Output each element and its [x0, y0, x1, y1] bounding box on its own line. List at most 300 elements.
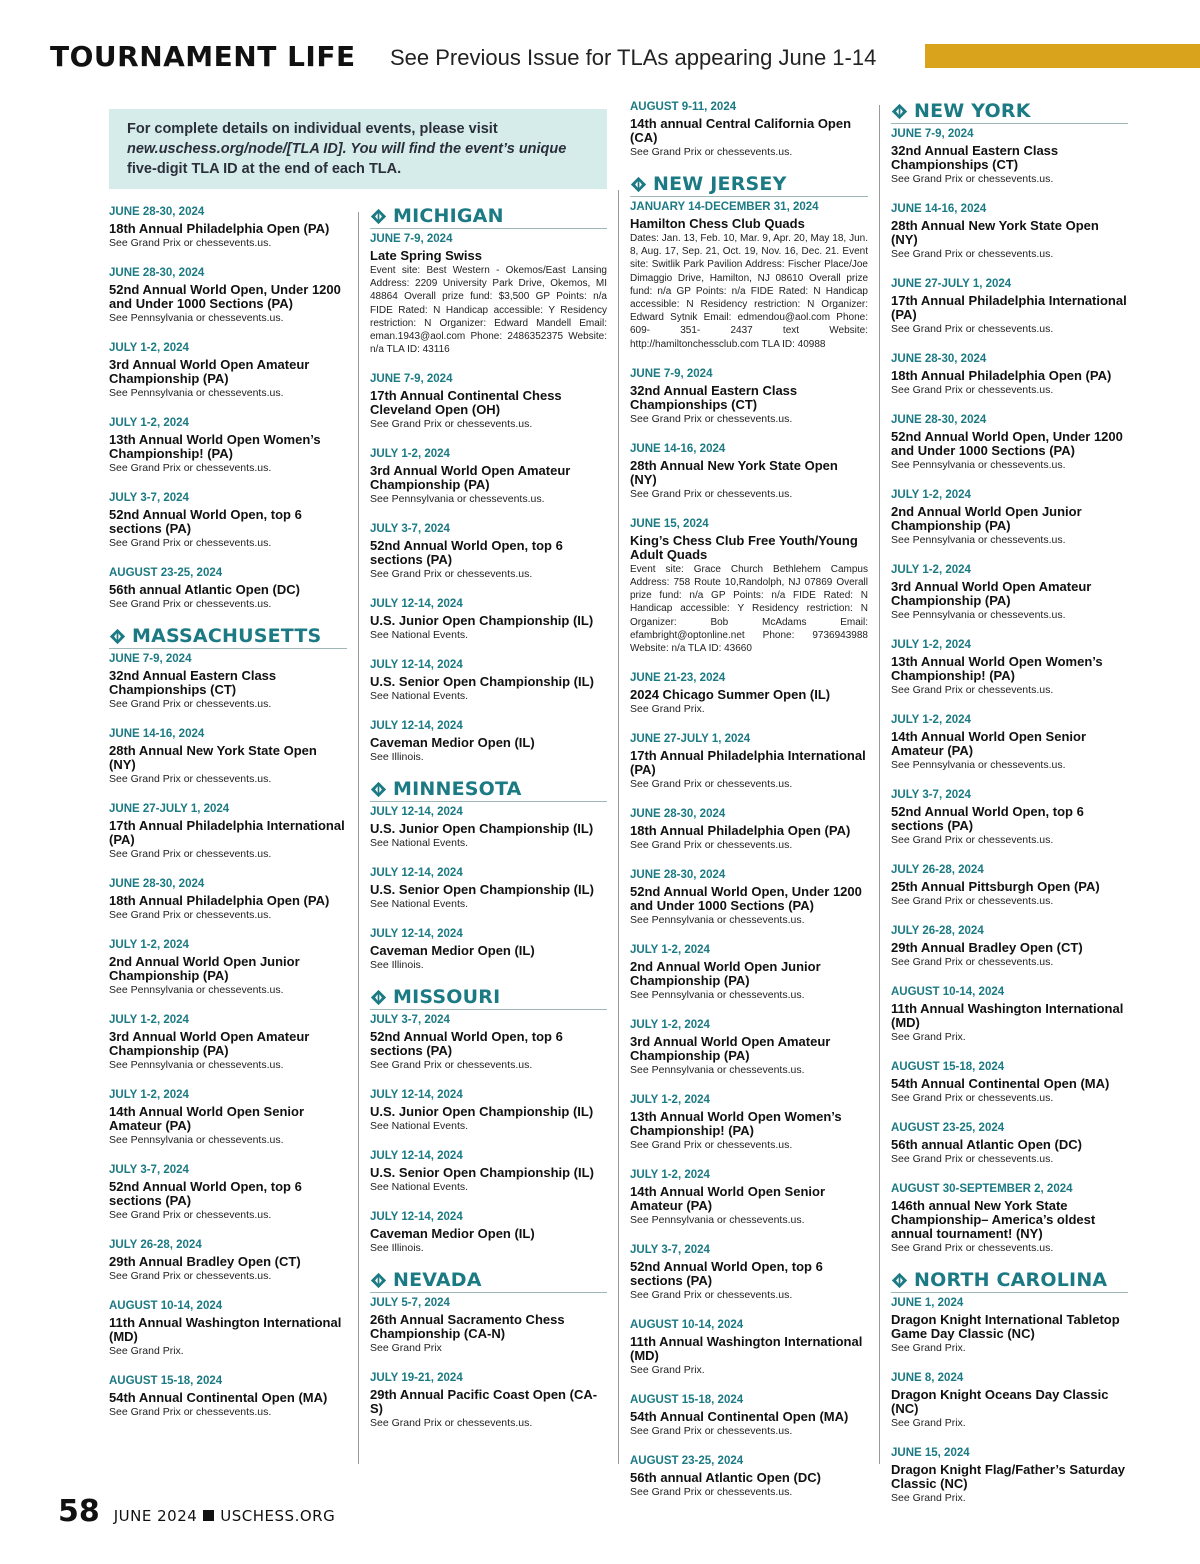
event-reference: See Grand Prix.	[630, 703, 705, 716]
event-date: JULY 1-2, 2024	[109, 939, 189, 951]
event-listing	[370, 805, 607, 850]
event-listing	[370, 927, 607, 972]
event-reference: See Grand Prix or chessevents.us.	[891, 1153, 1054, 1165]
header-accent-bar	[925, 44, 1200, 68]
event-title: 18th Annual Philadelphia Open (PA)	[630, 823, 851, 839]
event-title: U.S. Senior Open Championship (IL)	[370, 1165, 594, 1181]
event-reference: See Pennsylvania or chessevents.us.	[630, 1214, 805, 1227]
event-title: U.S. Senior Open Championship (IL)	[370, 674, 594, 690]
event-date: JULY 1-2, 2024	[630, 1094, 710, 1107]
event-title: 11th Annual Washington International (MD)	[109, 1315, 342, 1344]
event-date: AUGUST 10-14, 2024	[891, 986, 1005, 998]
event-listing	[370, 372, 607, 431]
event-listing	[109, 1013, 347, 1072]
event-date: JUNE 7-9, 2024	[109, 653, 192, 665]
event-listing	[630, 1018, 868, 1077]
event-reference: See Grand Prix or chessevents.us.	[891, 384, 1054, 396]
event-title: 32nd Annual Eastern Class Championships (CT)	[109, 668, 277, 697]
event-date: JUNE 28-30, 2024	[891, 353, 987, 365]
event-date: AUGUST 30-SEPTEMBER 2, 2024	[891, 1183, 1073, 1195]
event-reference: See Grand Prix or chessevents.us.	[891, 895, 1054, 907]
event-title: 29th Annual Bradley Open (CT)	[109, 1254, 301, 1269]
event-date: JUNE 28-30, 2024	[109, 267, 205, 279]
event-reference: See Grand Prix or chessevents.us.	[109, 237, 272, 249]
event-listing	[630, 1243, 868, 1302]
event-reference: See Grand Prix.	[891, 1031, 966, 1043]
event-date: JULY 3-7, 2024	[630, 1244, 710, 1257]
state-name: MISSOURI	[393, 986, 501, 1009]
event-reference: See Grand Prix or chessevents.us.	[370, 1417, 533, 1430]
event-listing	[630, 367, 868, 426]
event-reference: See Grand Prix or chessevents.us.	[109, 1406, 272, 1418]
event-listing	[370, 1210, 607, 1255]
event-title: 2nd Annual World Open Junior Championship (PA)	[891, 504, 1082, 533]
event-reference: See Illinois.	[370, 751, 424, 764]
event-listing	[891, 638, 1128, 697]
event-listing	[891, 488, 1128, 547]
event-date: JULY 1-2, 2024	[109, 1014, 189, 1026]
event-reference: See Pennsylvania or chessevents.us.	[891, 609, 1066, 621]
info-box	[109, 109, 607, 189]
event-title: 52nd Annual World Open, top 6 sections (PA)	[630, 1259, 823, 1289]
event-title: 52nd Annual World Open, Under 1200 and Under 1000 Sections (PA)	[891, 429, 1123, 458]
event-listing	[370, 522, 607, 581]
event-title: 17th Annual Continental Chess Cleveland Open (OH)	[370, 388, 562, 418]
event-listing	[370, 1149, 607, 1194]
event-title: 54th Annual Continental Open (MA)	[630, 1409, 849, 1425]
event-listing	[109, 266, 347, 325]
event-reference: See Illinois.	[370, 1242, 424, 1255]
event-listing	[891, 127, 1128, 186]
event-listing	[891, 413, 1128, 472]
event-title: 18th Annual Philadelphia Open (PA)	[109, 221, 330, 236]
event-listing	[109, 1163, 347, 1222]
event-reference: See Grand Prix or chessevents.us.	[630, 1486, 793, 1499]
event-date: JULY 1-2, 2024	[109, 1089, 189, 1101]
event-details: Event site: Best Western - Okemos/East Lansing Address: 2209 University Park Drive, Okemos, MI 48864 Overall prize fund: $3,500 GP Points: n/a FIDE Rated: N Handicap accessible: Y Residency restriction: N Organizer: Edward Mandell Email: eman.1943@aol.com Phone: 2486352375 Website: n/a TLA ID: 43116	[370, 265, 607, 356]
event-reference: See Illinois.	[370, 959, 424, 972]
event-date: JUNE 7-9, 2024	[630, 367, 713, 380]
event-reference: See Grand Prix or chessevents.us.	[109, 1270, 272, 1282]
event-reference: See Pennsylvania or chessevents.us.	[109, 1059, 284, 1071]
event-title: 17th Annual Philadelphia International (PA)	[109, 818, 345, 847]
column-divider	[358, 212, 359, 1464]
event-date: JUNE 8, 2024	[891, 1372, 964, 1384]
event-date: JUNE 27-JULY 1, 2024	[630, 733, 751, 746]
event-title: Caveman Medior Open (IL)	[370, 1226, 535, 1242]
event-listing	[630, 100, 868, 159]
event-reference: See Pennsylvania or chessevents.us.	[891, 759, 1066, 771]
event-title: 13th Annual World Open Women’s Championship! (PA)	[109, 432, 321, 461]
event-title: 52nd Annual World Open, top 6 sections (PA)	[370, 538, 563, 568]
event-reference: See Grand Prix or chessevents.us.	[370, 418, 533, 431]
event-listing	[370, 866, 607, 911]
event-date: JULY 3-7, 2024	[109, 1164, 189, 1176]
event-date: JUNE 1, 2024	[891, 1297, 964, 1309]
event-title: 3rd Annual World Open Amateur Championship (PA)	[370, 463, 571, 493]
event-listing	[370, 719, 607, 764]
event-title: 14th Annual World Open Senior Amateur (PA)	[109, 1104, 305, 1133]
state-heading	[370, 205, 607, 229]
event-reference: See Pennsylvania or chessevents.us.	[109, 387, 284, 399]
column-3	[630, 100, 868, 1499]
event-reference: See Pennsylvania or chessevents.us.	[109, 984, 284, 996]
chess-piece-icon	[630, 176, 647, 193]
event-reference: See Grand Prix.	[891, 1417, 966, 1429]
info-line-1: For complete details on individual events, please visit	[127, 121, 498, 137]
column-divider	[879, 105, 880, 1464]
event-title: 28th Annual New York State Open (NY)	[891, 218, 1099, 247]
event-listing	[630, 1393, 868, 1438]
event-title: 52nd Annual World Open, top 6 sections (PA)	[370, 1029, 563, 1059]
event-listing	[630, 732, 868, 791]
event-reference: See Grand Prix	[370, 1342, 442, 1355]
event-listing	[891, 202, 1128, 261]
event-listing	[630, 1318, 868, 1377]
state-name: NEW JERSEY	[653, 173, 787, 195]
event-title: 56th annual Atlantic Open (DC)	[891, 1137, 1082, 1152]
event-title: 56th annual Atlantic Open (DC)	[109, 582, 300, 597]
chess-piece-icon	[370, 208, 387, 225]
event-date: JULY 1-2, 2024	[891, 564, 971, 576]
info-line-2: new.uschess.org/node/[TLA ID]. You will find the event’s unique	[127, 141, 567, 157]
event-listing	[109, 877, 347, 922]
event-date: JULY 1-2, 2024	[630, 944, 710, 957]
event-title: 2024 Chicago Summer Open (IL)	[630, 687, 831, 703]
event-reference: See Grand Prix or chessevents.us.	[109, 1209, 272, 1221]
event-title: 11th Annual Washington International (MD)	[630, 1334, 863, 1364]
event-date: AUGUST 23-25, 2024	[891, 1122, 1005, 1134]
event-reference: See Grand Prix or chessevents.us.	[630, 146, 793, 158]
event-reference: See Pennsylvania or chessevents.us.	[630, 1064, 805, 1077]
event-listing	[370, 1013, 607, 1072]
event-reference: See Pennsylvania or chessevents.us.	[370, 493, 545, 506]
event-date: JUNE 27-JULY 1, 2024	[891, 278, 1012, 290]
event-reference: See National Events.	[370, 629, 469, 642]
event-title: 18th Annual Philadelphia Open (PA)	[109, 893, 330, 908]
event-title: Dragon Knight Flag/Father’s Saturday Classic (NC)	[891, 1462, 1126, 1491]
event-reference: See Grand Prix or chessevents.us.	[891, 173, 1054, 185]
event-date: JULY 1-2, 2024	[109, 417, 189, 429]
event-date: JUNE 28-30, 2024	[109, 878, 205, 890]
event-reference: See Grand Prix or chessevents.us.	[630, 1139, 793, 1152]
event-title: 54th Annual Continental Open (MA)	[891, 1076, 1110, 1091]
event-listing	[891, 985, 1128, 1044]
chess-piece-icon	[370, 989, 387, 1006]
event-title: 29th Annual Bradley Open (CT)	[891, 940, 1083, 955]
event-listing	[630, 1454, 868, 1499]
event-listing	[370, 232, 607, 356]
event-date: JULY 1-2, 2024	[630, 1019, 710, 1032]
event-date: JULY 12-14, 2024	[370, 598, 463, 611]
event-title: 3rd Annual World Open Amateur Championship (PA)	[109, 357, 310, 386]
state-name: MINNESOTA	[393, 778, 522, 801]
event-date: AUGUST 23-25, 2024	[630, 1455, 744, 1468]
event-title: 13th Annual World Open Women’s Championship! (PA)	[630, 1109, 842, 1139]
chess-piece-icon	[370, 781, 387, 798]
event-listing	[891, 1296, 1128, 1355]
event-listing	[891, 713, 1128, 772]
state-heading	[891, 1269, 1128, 1293]
event-date: JULY 12-14, 2024	[370, 1150, 463, 1163]
event-date: JUNE 14-16, 2024	[630, 442, 726, 455]
event-reference: See Grand Prix or chessevents.us.	[630, 487, 793, 500]
event-listing	[891, 1446, 1128, 1505]
event-date: JULY 5-7, 2024	[370, 1297, 450, 1310]
page-footer	[58, 1494, 335, 1534]
event-date: AUGUST 9-11, 2024	[630, 101, 737, 113]
chess-piece-icon	[109, 628, 126, 645]
event-date: JANUARY 14-DECEMBER 31, 2024	[630, 201, 819, 213]
event-reference: See National Events.	[370, 837, 469, 850]
event-date: AUGUST 15-18, 2024	[109, 1375, 223, 1387]
event-reference: See Grand Prix.	[109, 1345, 184, 1357]
event-listing	[109, 1374, 347, 1419]
event-date: JUNE 27-JULY 1, 2024	[109, 803, 230, 815]
event-listing	[630, 517, 868, 655]
event-date: JULY 12-14, 2024	[370, 1211, 463, 1224]
event-date: JULY 26-28, 2024	[109, 1239, 202, 1251]
event-listing	[109, 1238, 347, 1283]
event-reference: See Grand Prix or chessevents.us.	[891, 1092, 1054, 1104]
event-reference: See Grand Prix or chessevents.us.	[630, 412, 793, 425]
event-date: JULY 3-7, 2024	[370, 523, 450, 536]
chess-piece-icon	[370, 1272, 387, 1289]
event-listing	[630, 1168, 868, 1227]
event-listing	[109, 652, 347, 711]
event-listing	[370, 658, 607, 703]
event-reference: See Grand Prix or chessevents.us.	[891, 323, 1054, 335]
event-listing	[891, 924, 1128, 969]
section-title: TOURNAMENT LIFE	[50, 40, 356, 73]
event-date: JULY 1-2, 2024	[891, 489, 971, 501]
event-title: U.S. Junior Open Championship (IL)	[370, 821, 594, 837]
event-title: 32nd Annual Eastern Class Championships (CT)	[891, 143, 1059, 172]
event-listing	[370, 1296, 607, 1355]
event-reference: See Grand Prix or chessevents.us.	[370, 1059, 533, 1072]
event-title: King’s Chess Club Free Youth/Young Adult Quads	[630, 532, 858, 562]
event-date: JULY 1-2, 2024	[109, 342, 189, 354]
chess-piece-icon	[891, 103, 908, 120]
event-listing	[370, 1371, 607, 1430]
event-date: JUNE 28-30, 2024	[630, 869, 726, 882]
event-title: 28th Annual New York State Open (NY)	[630, 457, 838, 487]
column-1	[109, 205, 347, 1419]
column-2	[370, 205, 607, 1430]
event-date: JULY 1-2, 2024	[370, 448, 450, 461]
chess-piece-icon	[891, 1272, 908, 1289]
state-heading	[109, 625, 347, 649]
event-listing	[891, 563, 1128, 622]
event-listing	[109, 1088, 347, 1147]
event-reference: See National Events.	[370, 1120, 469, 1133]
event-title: 29th Annual Pacific Coast Open (CA-S)	[370, 1387, 598, 1417]
event-listing	[109, 566, 347, 611]
event-listing	[891, 863, 1128, 908]
event-reference: See National Events.	[370, 690, 469, 703]
event-date: AUGUST 23-25, 2024	[109, 567, 223, 579]
event-reference: See Pennsylvania or chessevents.us.	[891, 459, 1066, 471]
event-title: 17th Annual Philadelphia International (PA)	[891, 293, 1127, 322]
event-reference: See Grand Prix.	[891, 1492, 966, 1504]
event-details: Dates: Jan. 13, Feb. 10, Mar. 9, Apr. 20, May 18, Jun. 8, Aug. 17, Sep. 21, Oct. 19, Nov. 16, Dec. 21. Event site: Switlik Park Pavilion Address: Fischer Place/Joe Dimaggio Drive, Hamilton, NJ 08610 Overall prize fund: n/a GP Points: n/a FIDE Rated: N Handicap accessible: N Residency restriction: N Organizer: Edward Sytnik Email: edmendou@aol.com Phone: 609- 351- 2437 text Website: http://hamiltonchessclub.com TLA ID: 40988	[630, 233, 868, 350]
event-reference: See Grand Prix or chessevents.us.	[370, 568, 533, 581]
event-title: U.S. Senior Open Championship (IL)	[370, 882, 594, 898]
event-date: JULY 1-2, 2024	[630, 1169, 710, 1182]
event-date: AUGUST 10-14, 2024	[630, 1319, 744, 1332]
event-listing	[109, 802, 347, 861]
event-reference: See Grand Prix.	[891, 1342, 966, 1354]
square-separator-icon	[203, 1510, 214, 1521]
state-heading	[370, 1269, 607, 1293]
event-reference: See Pennsylvania or chessevents.us.	[109, 1134, 284, 1146]
event-title: Caveman Medior Open (IL)	[370, 735, 535, 751]
event-date: JULY 19-21, 2024	[370, 1372, 463, 1385]
event-title: 14th Annual World Open Senior Amateur (PA)	[891, 729, 1087, 758]
event-listing	[630, 442, 868, 501]
event-date: JULY 12-14, 2024	[370, 867, 463, 880]
event-listing	[891, 1060, 1128, 1105]
state-heading	[630, 173, 868, 197]
event-reference: See Grand Prix or chessevents.us.	[891, 684, 1054, 696]
event-listing	[109, 1299, 347, 1358]
event-title: 26th Annual Sacramento Chess Championship (CA-N)	[370, 1312, 565, 1342]
event-reference: See Grand Prix or chessevents.us.	[891, 248, 1054, 260]
event-reference: See Grand Prix or chessevents.us.	[109, 909, 272, 921]
event-date: AUGUST 15-18, 2024	[630, 1394, 744, 1407]
event-listing	[370, 597, 607, 642]
event-title: 3rd Annual World Open Amateur Championship (PA)	[891, 579, 1092, 608]
event-listing	[891, 277, 1128, 336]
event-title: 54th Annual Continental Open (MA)	[109, 1390, 328, 1405]
event-listing	[891, 788, 1128, 847]
event-title: 2nd Annual World Open Junior Championship (PA)	[630, 959, 821, 989]
state-name: MASSACHUSETTS	[132, 625, 322, 647]
event-listing	[109, 416, 347, 475]
event-date: JULY 3-7, 2024	[370, 1014, 450, 1027]
event-title: 52nd Annual World Open, top 6 sections (PA)	[109, 507, 302, 536]
event-date: JULY 12-14, 2024	[370, 928, 463, 941]
event-listing	[630, 200, 868, 351]
event-date: JUNE 14-16, 2024	[891, 203, 987, 215]
info-line-3: five-digit TLA ID at the end of each TLA.	[127, 161, 402, 177]
event-reference: See Pennsylvania or chessevents.us.	[891, 534, 1066, 546]
event-date: JUNE 7-9, 2024	[891, 128, 974, 140]
event-title: 3rd Annual World Open Amateur Championship (PA)	[630, 1034, 831, 1064]
event-listing	[630, 1093, 868, 1152]
page-number: 58	[58, 1494, 100, 1529]
event-reference: See Grand Prix or chessevents.us.	[891, 1242, 1054, 1254]
section-subtitle: See Previous Issue for TLAs appearing June 1-14	[390, 45, 877, 70]
event-reference: See Pennsylvania or chessevents.us.	[109, 312, 284, 324]
event-title: 14th annual Central California Open (CA)	[630, 116, 852, 145]
event-reference: See National Events.	[370, 898, 469, 911]
state-heading	[370, 778, 607, 802]
website: USCHESS.ORG	[220, 1507, 336, 1525]
event-listing	[891, 1182, 1128, 1255]
event-title: 32nd Annual Eastern Class Championships (CT)	[630, 382, 798, 412]
event-date: JULY 12-14, 2024	[370, 720, 463, 733]
event-listing	[891, 1371, 1128, 1430]
state-name: NEVADA	[393, 1269, 482, 1292]
event-title: 13th Annual World Open Women’s Championship! (PA)	[891, 654, 1103, 683]
event-title: 25th Annual Pittsburgh Open (PA)	[891, 879, 1100, 894]
event-title: 28th Annual New York State Open (NY)	[109, 743, 317, 772]
event-date: JUNE 15, 2024	[891, 1447, 970, 1459]
event-date: JUNE 28-30, 2024	[630, 808, 726, 821]
event-listing	[891, 352, 1128, 397]
event-date: AUGUST 10-14, 2024	[109, 1300, 223, 1312]
event-reference: See Grand Prix or chessevents.us.	[630, 1425, 793, 1438]
event-date: JUNE 21-23, 2024	[630, 672, 726, 685]
event-title: Late Spring Swiss	[370, 248, 482, 263]
event-title: U.S. Junior Open Championship (IL)	[370, 1104, 594, 1120]
event-reference: See National Events.	[370, 1181, 469, 1194]
event-listing	[630, 671, 868, 716]
event-listing	[891, 1121, 1128, 1166]
event-date: JULY 12-14, 2024	[370, 806, 463, 819]
event-date: JUNE 7-9, 2024	[370, 373, 453, 386]
event-reference: See Grand Prix or chessevents.us.	[630, 839, 793, 852]
event-title: 2nd Annual World Open Junior Championship (PA)	[109, 954, 300, 983]
event-reference: See Grand Prix or chessevents.us.	[630, 1289, 793, 1302]
event-reference: See Grand Prix or chessevents.us.	[109, 537, 272, 549]
event-title: 18th Annual Philadelphia Open (PA)	[891, 368, 1112, 383]
event-date: JULY 1-2, 2024	[891, 639, 971, 651]
event-reference: See Grand Prix or chessevents.us.	[109, 462, 272, 474]
event-date: JULY 26-28, 2024	[891, 925, 984, 937]
event-date: JULY 12-14, 2024	[370, 659, 463, 672]
event-date: JUNE 7-9, 2024	[370, 233, 453, 245]
event-title: 11th Annual Washington International (MD)	[891, 1001, 1124, 1030]
event-reference: See Grand Prix or chessevents.us.	[891, 956, 1054, 968]
event-title: 52nd Annual World Open, top 6 sections (PA)	[891, 804, 1084, 833]
event-reference: See Pennsylvania or chessevents.us.	[630, 989, 805, 1002]
event-date: JUNE 28-30, 2024	[109, 206, 205, 218]
event-title: 17th Annual Philadelphia International (PA)	[630, 748, 866, 778]
event-date: JULY 1-2, 2024	[891, 714, 971, 726]
event-reference: See Grand Prix.	[630, 1364, 705, 1377]
event-date: JULY 12-14, 2024	[370, 1089, 463, 1102]
event-listing	[370, 1088, 607, 1133]
event-reference: See Grand Prix or chessevents.us.	[109, 848, 272, 860]
event-date: JUNE 28-30, 2024	[891, 414, 987, 426]
event-listing	[630, 943, 868, 1002]
event-listing	[630, 807, 868, 852]
event-reference: See Grand Prix or chessevents.us.	[109, 773, 272, 785]
column-divider	[618, 190, 619, 1464]
state-heading	[891, 100, 1128, 124]
event-title: 52nd Annual World Open, Under 1200 and Under 1000 Sections (PA)	[109, 282, 341, 311]
event-reference: See Grand Prix or chessevents.us.	[109, 598, 272, 610]
event-title: Caveman Medior Open (IL)	[370, 943, 535, 959]
event-listing	[370, 447, 607, 506]
event-title: Dragon Knight International Tabletop Game Day Classic (NC)	[891, 1312, 1120, 1341]
issue-date: JUNE 2024	[113, 1507, 198, 1525]
event-date: JUNE 14-16, 2024	[109, 728, 205, 740]
event-reference: See Grand Prix or chessevents.us.	[109, 698, 272, 710]
event-listing	[109, 205, 347, 250]
event-title: U.S. Junior Open Championship (IL)	[370, 613, 594, 629]
event-date: AUGUST 15-18, 2024	[891, 1061, 1005, 1073]
state-name: MICHIGAN	[393, 205, 504, 227]
event-listing	[109, 341, 347, 400]
event-title: Hamilton Chess Club Quads	[630, 216, 805, 231]
event-listing	[109, 938, 347, 997]
event-title: 52nd Annual World Open, top 6 sections (PA)	[109, 1179, 302, 1208]
event-date: JULY 3-7, 2024	[891, 789, 971, 801]
event-title: 3rd Annual World Open Amateur Championship (PA)	[109, 1029, 310, 1058]
